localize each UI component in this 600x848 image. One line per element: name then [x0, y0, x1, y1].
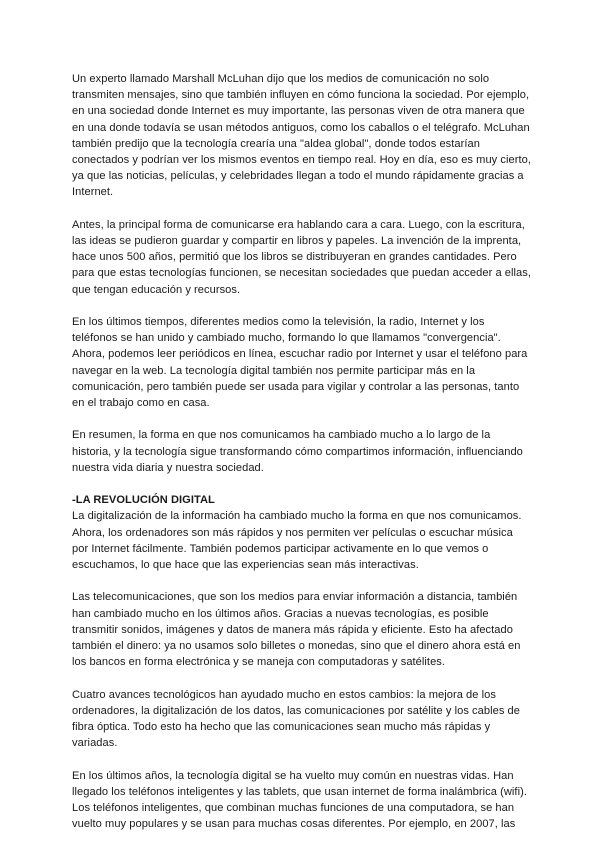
paragraph-summary: En resumen, la forma en que nos comunicamos ha cambiado mucho a lo largo de la historia, y la tecnología sigue transformando cómo compartimos información, influenciando nuestra vida diaria y nuestra sociedad. — [72, 429, 523, 474]
section-heading: -LA REVOLUCIÓN DIGITAL — [72, 494, 215, 507]
paragraph-convergence: En los últimos tiempos, diferentes medios como la televisión, la radio, Internet y los teléfonos se han unido y cambiado mucho, formando lo que llamamos "convergencia". Ahora, podemos leer periódicos en línea, escuchar radio por Internet y usar el teléfono para navegar en la web. La tecnología digital también nos permite participar más en la comunicación, pero también puede ser usada para vigilar y controlar a las personas, tanto en el trabajo como en casa. — [72, 316, 528, 410]
paragraph-mcluhan: Un experto llamado Marshall McLuhan dijo que los medios de comunicación no solo transmiten mensajes, sino que también influyen en cómo funciona la sociedad. Por ejemplo, en una sociedad donde Internet es muy importante, las personas viven de otra manera que en una donde todavía se usan métodos antiguos, como los caballos o el telégrafo. McLuhan también predijo que la tecnología crearía una "aldea global", donde todos estarían conectados y podrían ver los mismos eventos en tiempo real. Hoy en día, eso es muy cierto, ya que las noticias, películas, y celebridades llegan a todo el mundo rápidamente gracias a Internet. — [72, 73, 531, 199]
document-body — [72, 71, 532, 832]
paragraph-digitalization: La digitalización de la información ha cambiado mucho la forma en que nos comunicamos. Ahora, los ordenadores son más rápidos y nos permiten ver películas o escuchar música por Internet fácilmente. También podemos participar activamente en lo que vemos o escuchamos, lo que hace que las experiencias sean más interactivas. — [72, 510, 522, 572]
paragraph-history-communication: Antes, la principal forma de comunicarse era hablando cara a cara. Luego, con la escritura, las ideas se pudieron guardar y compartir en libros y papeles. La invención de la imprenta, hace unos 500 años, permitió que los libros se distribuyeran en grandes cantidades. Pero para que estas tecnologías funcionen, se necesitan sociedades que puedan acceder a ellas, que tengan educación y recursos. — [72, 218, 531, 296]
paragraph-telecommunications: Las telecomunicaciones, que son los medios para enviar información a distancia, también han cambiado mucho en los últimos años. Gracias a nuevas tecnologías, es posible transmitir sonidos, imágenes y datos de manera más rápida y eficiente. Esto ha afectado también el dinero: ya no usamos solo billetes o monedas, sino que el dinero ahora está en los bancos en forma electrónica y se maneja con computadoras y satélites. — [72, 591, 521, 669]
paragraph-technological-advances: Cuatro avances tecnológicos han ayudado mucho en estos cambios: la mejora de los ordenadores, la digitalización de los datos, las comunicaciones por satélite y los cables de fibra óptica. Todo esto ha hecho que las comunicaciones sean mucho más rápidas y variadas. — [72, 688, 520, 750]
paragraph-digital-technology: En los últimos años, la tecnología digital se ha vuelto muy común en nuestras vidas. Han llegado los teléfonos inteligentes y las tablets, que usan internet de forma inalámbrica (wifi). Los teléfonos inteligentes, que combinan muchas funciones de una computadora, se han vuelto muy populares y se usan para muchas cosas diferentes. Por ejemplo, en 2007, las — [72, 769, 527, 831]
